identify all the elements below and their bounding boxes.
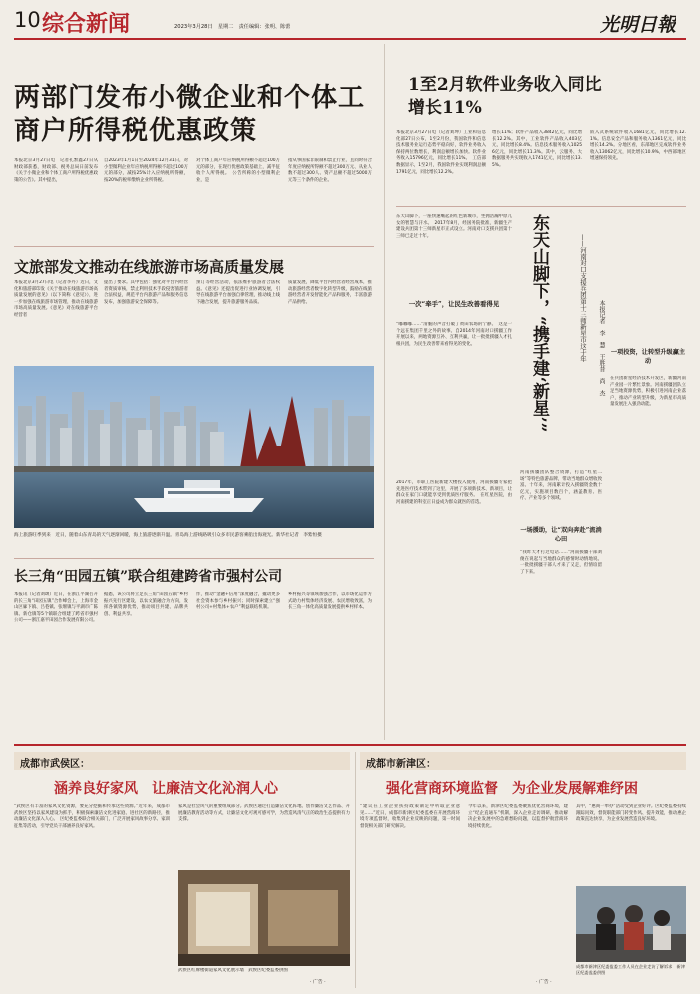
- xinjin-text-1: “建议在工业企业扶持政策制定中听取企业意见……”近日，成都市新津区纪委监委在开展营商环境专项监督时，收集到企业反映的问题，第一时间督促相关部门研究解决。: [360, 804, 460, 829]
- wuhou-headline: 涵养良好家风 让廉洁文化沁润人心: [54, 781, 278, 797]
- lead-col-1: 本报北京3月27日电 记者孔繁鑫27日从财政部获悉，财政部、税务总局日前发布《关于小微企业和个体工商户所得税优惠政策的公告》。其中提出，: [14, 158, 98, 183]
- tourism-col-3: 预订等经营活动，依法维护旅游者合法权益。《意见》还提出促进行业协调发展，引导在线旅游平台加强自律管理，推动线上线下融合发展，提升旅游服务品质。: [196, 280, 280, 305]
- story-rule: [14, 246, 374, 247]
- story-rule: [14, 558, 374, 559]
- section1-text: “嘟嘟嘟……”清脆的声音打破了黄田农场的宁静。 这是一个远在集团千里之外的故事。自2014年河南对口援疆工作开展以来，两地资源互补、互利共赢，让一批批援疆人才扎根兵团，为民生改善带来看得见的变化。: [396, 322, 512, 347]
- column-top-text: 东天山脚下，一座快速崛起的红色新城市，坐拥浩瀚中原儿女的智慧与汗水。 2017年8月，经国务院批准，新疆生产建设兵团第十三师新星市正式设立。河南对口支援兵团第十三师已走过十年。: [396, 214, 512, 239]
- ad-divider: [355, 752, 356, 988]
- masthead-rule: [14, 38, 686, 40]
- tourism-col-4: 质量发展，降低平台内经营者经营成本，推动旅游经营者数字化转型升级，鼓励在线旅游经营者开发智能化产品和服务，丰富旅游产品供给。: [288, 280, 372, 305]
- column-col3-text: 河南援疆团队整合资源，打造“红星二场”等特色旅游品牌，带动当地群众增收致富。十年来，河南累计投入援疆资金数十亿元，实施项目数百个，涵盖教育、医疗、产业等多个领域。: [520, 470, 602, 502]
- column-subtitle-vertical: [578, 234, 592, 414]
- wuhou-ad: [14, 752, 350, 988]
- xinjin-text-2: 今年以来，新津区纪委监委聚焦优化营商环境，建立“纪企直通车”机制，深入企业走访调研，推动解决企业发展中的急难愁盼问题，以监督护航营商环境持续优化。: [468, 804, 568, 829]
- section-title: 综合新闻: [42, 11, 131, 37]
- harbour-photo-caption: 海上旅游旺季到来 近日，随着山东青岛的天气逐渐回暖，海上旅游逐渐升温。青岛海上游线路吸引众多市民游客乘船出海观光。新华社记者 李紫恒摄: [14, 533, 322, 538]
- wuhou-photo: [178, 870, 350, 966]
- column-divider: [384, 44, 385, 740]
- software-headline: 1至2月软件业务收入同比增长11%: [408, 75, 602, 118]
- lead-col-2: 自2023年1月1日至2024年12月31日，对小型微利企业年应纳税所得额不超过100万元的部分，减按25%计入应纳税所得额，按20%的税率缴纳企业所得税。: [104, 158, 188, 183]
- harbour-illustration: [14, 366, 374, 528]
- bottom-rule: [14, 744, 686, 746]
- column-title-vertical: [528, 214, 568, 454]
- delta-col-3: 作，推动“金融+信用”深度融合，撬动更多社会资本参与乡村振兴；同时探索建立“强村公司+村集体+农户”利益联结机制。: [196, 592, 280, 611]
- delta-col-4: 乡村振兴等领域加强合作，以市场化运作方式助力村集体经济发展、农民增收致富，为长三角一体化高质量发展提供乡村样本。: [288, 592, 372, 611]
- tourism-headline: 文旅部发文推动在线旅游市场高质量发展: [14, 258, 285, 276]
- delta-col-1: 本报讯（记者刘颂）近日，在浙江平湖召开的长三角“田园五镇”合作峰会上，上海市金山区廊下镇、吕巷镇、张堰镇与平湖市广陈镇、新仓镇等5个镇联合组建了跨省市强村公司——浙江嘉平田园合作发展有限公司。: [14, 592, 98, 624]
- wuhou-region: 成都市武侯区：: [20, 759, 90, 770]
- wuhou-photo-caption: 武侯区红牌楼街道家风文化展示墙 武侯区纪委监委供图: [178, 968, 288, 973]
- masthead: [0, 0, 700, 40]
- delta-headline: 长三角“田园五镇”联合组建跨省市强村公司: [14, 569, 283, 585]
- date-editor-line: 2023年3月28日 星期二 责任编辑：张明、陈蕾: [174, 24, 291, 30]
- tourism-col-1: 本报北京3月27日电（记者李丹）近日，文化和旅游部印发《关于推动在线旅游市场高质量发展的意见》（以下简称《意见》），进一步加强在线旅游市场管理，推动在线旅游市场高质量发展。《意见》对在线旅游平台经营者: [14, 280, 98, 318]
- story-rule: [396, 206, 686, 207]
- wuhou-ad-mark: · 广告 ·: [310, 980, 326, 985]
- lead-headline: 两部门发布小微企业和个体工商户所得税优惠政策: [14, 83, 366, 146]
- tourism-col-2: 提出了要求。其中包括：强化对平台内经营者资质审核，禁止利用技术手段侵害旅游者合法权益，规范平台内旅游产品和服务信息发布，加强旅游安全保障等。: [104, 280, 188, 305]
- xinjin-photo: [576, 886, 686, 962]
- section1-title: 一次“牵手”，让民生改善看得见: [408, 300, 500, 308]
- lead-col-3: 对个体工商户年应纳税所得额不超过100万元的部分，在现行优惠政策基础上，减半征收个人所得税。 公告所称的小型微利企业，是: [196, 158, 280, 183]
- wuhou-text-1: “武侯区有丰富的家风文化资源，要充分挖掘和传承这些资源。”近年来，成都市武侯区坚持以家风建设为抓手，积极探索廉洁文化进家庭、进社区的新路径，推动廉洁文化深入人心。 区纪委监委联合相关部门，广泛开展家风故事分享、家训征集等活动，引导党员干部涵养良好家风。: [14, 804, 170, 829]
- column-reporters: 本报记者 李 慧 王胜昔 尚 杰: [598, 300, 605, 396]
- xinjin-photo-caption: 成都市新津区纪委监委工作人员在企业走访了解诉求 新津区纪委监委供图: [576, 964, 685, 975]
- wuhou-text-2: 家风是社会风气的重要组成部分。武侯区通过打造廉洁文化阵地、创作廉洁文艺作品、开展廉洁教育活动等方式，让廉洁文化可观可感可学，为营造风清气正的政治生态提供有力支撑。: [178, 804, 350, 823]
- section3-text: 在兵团新星经济技术开发区，新疆河南产业园一片繁忙景象。河南援疆团队立足当地资源优势，积极引进河南企业落户，推动产业转型升级，为新星市高质量发展注入强劲动能。: [610, 376, 686, 408]
- section3-title: 一项投资，让转型升级赢主动: [610, 349, 686, 365]
- section2-text: “我昨天才打过电话……”河南援疆干部刘俊在说起与当地群众的感情时动情地说。一批批援疆干部人才来了又走，但情谊留了下来。: [520, 550, 602, 575]
- delta-col-2: 据悉，该公司将立足长三角“田园五镇”乡村振兴先行区建设，以农文旅融合为方向，发挥各镇资源优势，推动项目共建、品牌共创、利益共享。: [104, 592, 188, 617]
- harbour-photo: [14, 366, 374, 528]
- column-subtitle: ——河南对口支援兵团第十三师新星市这十年: [579, 234, 587, 362]
- section2-title: 一场援助，让“双向奔赴”流淌心田: [520, 527, 602, 543]
- xinjin-region: 成都市新津区：: [366, 759, 436, 770]
- column-title: 东天山脚下，“携手建‘新星’”: [529, 214, 549, 433]
- software-col-1: 本报北京3月27日电（记者刘坤）工业和信息化部27日公布，1至2月份，我国软件和信息技术服务业运行态势平稳向好，软件业务收入保持两位数增长，利润总额增长加快。软件业务收入15796亿元，同比增长11%。 工信部数据显示，1至2月，我国软件业实现利润总额1791亿元，同比增长12.2%。: [396, 130, 486, 175]
- software-col-2: 增长11%；软件产品收入3842亿元，同比增长12.2%。其中，工业软件产品收入403亿元，同比增长8.4%。信息技术服务收入10256亿元，同比增长11.3%。其中，云服务、大数据服务共实现收入1741亿元，同比增长13.5%。: [492, 130, 582, 168]
- xinjin-text-3: 其中，“惠商一单办”活动受到企业好评。区纪委监委持续跟踪问效，督促职能部门转变作风、提升效能，推动惠企政策直达快享，为企业发展营造良好环境。: [576, 804, 686, 823]
- xinjin-ad: [360, 752, 686, 988]
- software-col-3: 嵌入式系统软件收入1681亿元，同比增长12.1%。信息安全产品和服务收入1361亿元，同比增长14.2%。分地区看，东部地区完成软件业务收入13062亿元，同比增长10.9%，中西部地区增速保持领先。: [590, 130, 686, 162]
- page-number: 10: [14, 8, 41, 32]
- lead-col-4: 指从事国家非限制和禁止行业，且同时符合年度应纳税所得额不超过300万元、从业人数不超过300人、资产总额不超过5000万元等三个条件的企业。: [288, 158, 372, 183]
- column-col2-text: 2017年，市职工医院新建大楼投入使用，河南援疆专家把先进医疗技术带到了这里，开展了多项新技术、新项目，让群众在家门口就能享受到优质医疗服务。 在红星医院，由河南援建的科室正日益成为群众就医的首选。: [396, 480, 512, 505]
- newspaper-logo: 光明日報: [600, 14, 677, 36]
- xinjin-headline: 强化营商环境监督 为企业发展解难纾困: [386, 781, 638, 797]
- xinjin-ad-mark: · 广告 ·: [536, 980, 552, 985]
